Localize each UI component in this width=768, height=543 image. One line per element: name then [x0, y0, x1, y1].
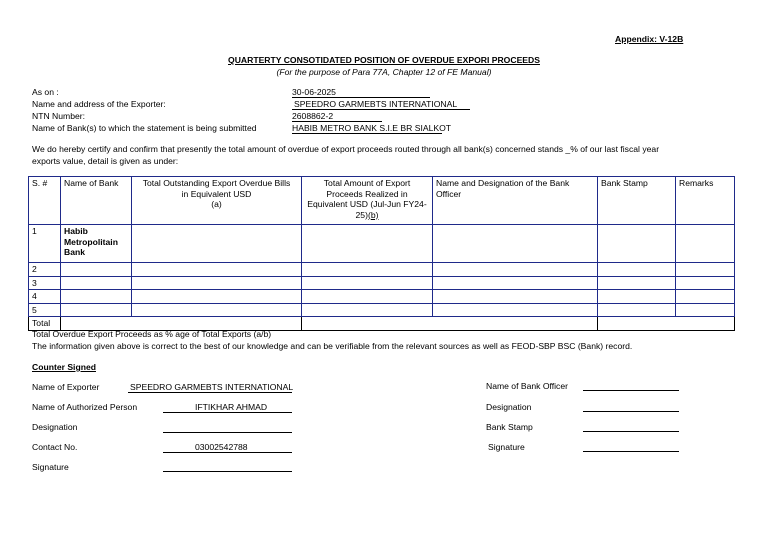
document-title: QUARTERTY CONSOTIDATED POSITION OF OVERDUE EXPORI PROCEEDS	[228, 55, 540, 65]
row-realized	[302, 225, 433, 263]
row-remarks	[676, 225, 735, 263]
header-realized-l2: Proceeds Realized in	[326, 188, 408, 199]
row-bank-name-l2: Metropolitain	[64, 236, 118, 247]
ntn-underline	[292, 121, 382, 122]
header-realized-l1: Total Amount of Export	[323, 178, 411, 188]
header-stamp: Bank Stamp	[598, 177, 676, 225]
header-realized-l3: Equivalent USD (Jul-Jun FY24-	[307, 199, 427, 209]
header-officer-l1: Name and Designation of the Bank	[436, 178, 570, 188]
header-outstanding-l1: Total Outstanding Export Overdue Bills	[142, 178, 291, 188]
as-on-underline	[292, 97, 430, 98]
exporter-name-value: SPEEDRO GARMEBTS INTERNATIONAL	[130, 382, 294, 392]
bank-underline	[292, 133, 442, 134]
authorized-person-label: Name of Authorized Person	[32, 402, 138, 412]
signature-label: Signature	[32, 462, 69, 472]
exporter-value: SPEEDRO GARMEBTS INTERNATIONAL	[294, 99, 458, 109]
bank-stamp-label: Bank Stamp	[486, 422, 533, 432]
bank-officer-line	[583, 390, 679, 391]
row-bank-name	[61, 225, 132, 263]
total-label: Total	[29, 317, 61, 331]
row-officer	[433, 225, 598, 263]
header-sno: S. #	[29, 177, 61, 225]
header-realized	[302, 177, 433, 225]
officer-signature-label: Signature	[488, 442, 525, 452]
table-row	[29, 276, 735, 290]
contact-label: Contact No.	[32, 442, 78, 452]
bank-value: HABIB METRO BANK S.I.E BR SIALKOT	[292, 123, 452, 133]
bank-officer-label: Name of Bank Officer	[486, 381, 568, 391]
header-officer-l2: Officer	[436, 188, 462, 199]
as-on-label: As on :	[32, 87, 59, 97]
ntn-label: NTN Number:	[32, 111, 86, 121]
row-sno: 1	[29, 225, 61, 263]
header-remarks: Remarks	[676, 177, 735, 225]
row-stamp	[598, 225, 676, 263]
total-percentage-note: Total Overdue Export Proceeds as % age of Total Exports (a/b)	[32, 329, 272, 339]
table-row	[29, 263, 735, 277]
exporter-name-line	[128, 392, 292, 393]
row-sno: 5	[29, 303, 61, 317]
counter-signed-heading: Counter Signed	[32, 362, 96, 372]
table-row	[29, 303, 735, 317]
officer-designation-line	[583, 411, 679, 412]
information-note: The information given above is correct to the best of our knowledge and can be verifiable from the relevant sources as well as FEOD-SBP BSC (Bank) record.	[32, 341, 633, 351]
header-officer	[433, 177, 598, 225]
header-realized-l4a: 25)	[355, 209, 368, 220]
document-subtitle: (For the purpose of Para 77A, Chapter 12 of FE Manual)	[276, 67, 492, 77]
row-sno: 2	[29, 263, 61, 277]
certify-line-1: We do hereby certify and confirm that presently the total amount of overdue of export proceeds routed through all bank(s) concerned stands _% of our last fiscal year	[32, 144, 660, 154]
authorized-person-value: IFTIKHAR AHMAD	[195, 402, 268, 412]
exporter-underline	[292, 109, 470, 110]
row-sno: 3	[29, 276, 61, 290]
officer-designation-label: Designation	[486, 402, 532, 412]
certify-line-2: exports value, detail is given as under:	[32, 156, 179, 166]
contact-value: 03002542788	[195, 442, 248, 452]
header-bank: Name of Bank	[61, 177, 132, 225]
designation-label: Designation	[32, 422, 78, 432]
table-row	[29, 290, 735, 304]
ntn-value: 2608862-2	[292, 111, 334, 121]
row-bank-name-l1: Habib	[64, 226, 88, 236]
signature-line	[163, 471, 292, 472]
authorized-person-line	[163, 412, 292, 413]
exporter-name-label: Name of Exporter	[32, 382, 100, 392]
appendix-label: Appendix: V-12B	[615, 34, 684, 44]
row-outstanding	[132, 225, 302, 263]
header-outstanding-l2: in Equivalent USD	[181, 188, 252, 199]
table-row	[29, 225, 735, 263]
table-total-row	[29, 317, 735, 331]
header-realized-l4	[305, 210, 429, 221]
header-realized-l4b: (b)	[367, 209, 379, 220]
bank-label: Name of Bank(s) to which the statement is being submitted	[32, 123, 257, 133]
table-header-row	[29, 177, 735, 225]
bank-stamp-line	[583, 431, 679, 432]
header-outstanding	[132, 177, 302, 225]
row-bank-name-l3: Bank	[64, 247, 86, 257]
exporter-label: Name and address of the Exporter:	[32, 99, 166, 109]
designation-line	[163, 432, 292, 433]
contact-line	[163, 452, 292, 453]
as-on-value: 30-06-2025	[292, 87, 336, 97]
row-sno: 4	[29, 290, 61, 304]
overdue-proceeds-table	[28, 176, 735, 331]
officer-signature-line	[583, 451, 679, 452]
header-outstanding-l3: (a)	[211, 199, 222, 209]
